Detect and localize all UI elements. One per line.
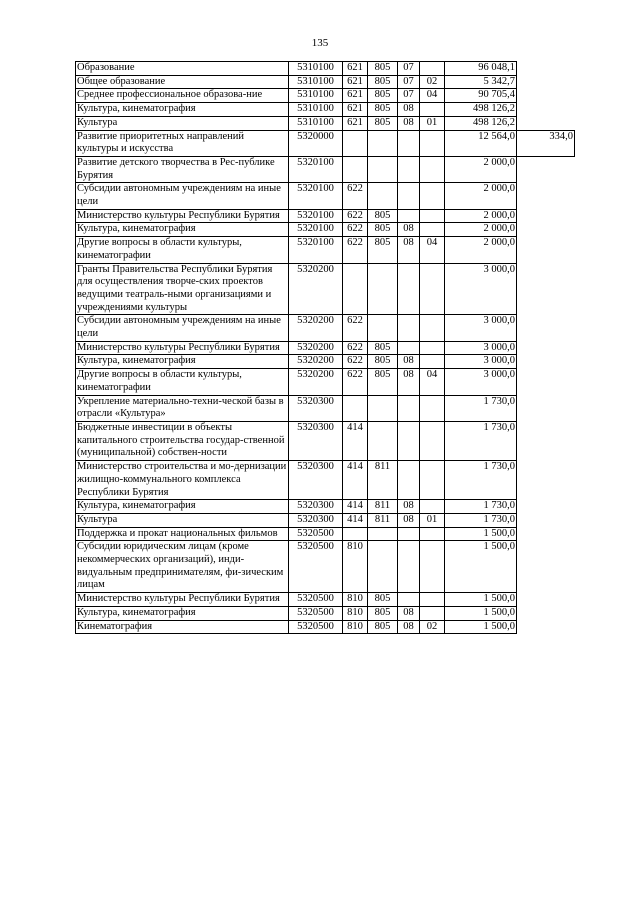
target-code-cell: 5320100	[289, 237, 343, 263]
section-code-cell: 08	[398, 513, 420, 527]
target-code-cell: 5320500	[289, 541, 343, 593]
amount-cell: 1 730,0	[445, 500, 517, 514]
row-name-cell: Укрепление материально-техни-ческой базы в отрасли «Культура»	[76, 395, 289, 421]
subsection-code-cell	[420, 500, 445, 514]
amount-cell: 498 126,2	[445, 103, 517, 117]
ministry-code-cell: 811	[368, 513, 398, 527]
ministry-code-cell	[368, 263, 398, 315]
section-code-cell	[398, 209, 420, 223]
expense-type-cell: 621	[343, 62, 368, 76]
section-code-cell: 08	[398, 606, 420, 620]
target-code-cell: 5320500	[289, 620, 343, 634]
row-name-cell: Культура, кинематография	[76, 223, 289, 237]
row-name-cell: Развитие приоритетных направлений культуры и искусства	[76, 130, 289, 156]
subsection-code-cell: 04	[420, 89, 445, 103]
table-row	[76, 75, 575, 89]
amount-cell: 1 730,0	[445, 421, 517, 460]
ministry-code-cell: 805	[368, 75, 398, 89]
table-row	[76, 130, 575, 156]
ministry-code-cell: 805	[368, 62, 398, 76]
extra-amount-cell	[517, 62, 575, 76]
extra-amount-cell	[517, 421, 575, 460]
subsection-code-cell	[420, 527, 445, 541]
amount-cell: 3 000,0	[445, 369, 517, 395]
expense-type-cell: 810	[343, 620, 368, 634]
expense-type-cell: 622	[343, 369, 368, 395]
ministry-code-cell: 805	[368, 606, 398, 620]
target-code-cell: 5320300	[289, 421, 343, 460]
subsection-code-cell	[420, 62, 445, 76]
subsection-code-cell	[420, 103, 445, 117]
target-code-cell: 5320200	[289, 341, 343, 355]
extra-amount-cell	[517, 223, 575, 237]
amount-cell: 96 048,1	[445, 62, 517, 76]
section-code-cell	[398, 130, 420, 156]
ministry-code-cell: 805	[368, 209, 398, 223]
row-name-cell: Бюджетные инвестиции в объекты капитального строительства государ-ственной (муниципальной) собствен-ности	[76, 421, 289, 460]
section-code-cell	[398, 461, 420, 500]
table-row	[76, 183, 575, 209]
row-name-cell: Поддержка и прокат национальных фильмов	[76, 527, 289, 541]
section-code-cell	[398, 263, 420, 315]
budget-table	[75, 61, 575, 634]
subsection-code-cell	[420, 395, 445, 421]
extra-amount-cell	[517, 116, 575, 130]
amount-cell: 2 000,0	[445, 223, 517, 237]
ministry-code-cell	[368, 183, 398, 209]
amount-cell: 2 000,0	[445, 156, 517, 182]
subsection-code-cell	[420, 263, 445, 315]
expense-type-cell: 622	[343, 183, 368, 209]
extra-amount-cell	[517, 541, 575, 593]
section-code-cell: 07	[398, 75, 420, 89]
amount-cell: 1 500,0	[445, 541, 517, 593]
extra-amount-cell	[517, 355, 575, 369]
table-row	[76, 341, 575, 355]
table-row	[76, 527, 575, 541]
table-row	[76, 315, 575, 341]
row-name-cell: Развитие детского творчества в Рес-публике Бурятия	[76, 156, 289, 182]
row-name-cell: Культура, кинематография	[76, 355, 289, 369]
extra-amount-cell	[517, 395, 575, 421]
amount-cell: 3 000,0	[445, 315, 517, 341]
row-name-cell: Культура	[76, 116, 289, 130]
extra-amount-cell	[517, 341, 575, 355]
amount-cell: 2 000,0	[445, 183, 517, 209]
section-code-cell	[398, 183, 420, 209]
subsection-code-cell	[420, 156, 445, 182]
section-code-cell: 07	[398, 62, 420, 76]
expense-type-cell	[343, 130, 368, 156]
subsection-code-cell	[420, 341, 445, 355]
amount-cell: 1 730,0	[445, 395, 517, 421]
subsection-code-cell: 04	[420, 237, 445, 263]
target-code-cell: 5320500	[289, 593, 343, 607]
target-code-cell: 5320000	[289, 130, 343, 156]
amount-cell: 3 000,0	[445, 355, 517, 369]
table-row	[76, 156, 575, 182]
ministry-code-cell: 805	[368, 223, 398, 237]
table-row	[76, 62, 575, 76]
ministry-code-cell: 805	[368, 116, 398, 130]
row-name-cell: Министерство строительства и мо-дернизации жилищно-коммунального комплекса Республики Бурятия	[76, 461, 289, 500]
ministry-code-cell	[368, 527, 398, 541]
target-code-cell: 5320100	[289, 223, 343, 237]
expense-type-cell: 621	[343, 89, 368, 103]
subsection-code-cell	[420, 355, 445, 369]
expense-type-cell	[343, 263, 368, 315]
target-code-cell: 5310100	[289, 75, 343, 89]
amount-cell: 1 500,0	[445, 593, 517, 607]
table-row	[76, 541, 575, 593]
subsection-code-cell	[420, 183, 445, 209]
amount-cell: 2 000,0	[445, 237, 517, 263]
row-name-cell: Образование	[76, 62, 289, 76]
table-row	[76, 263, 575, 315]
extra-amount-cell	[517, 527, 575, 541]
ministry-code-cell: 811	[368, 461, 398, 500]
table-row	[76, 513, 575, 527]
target-code-cell: 5320100	[289, 183, 343, 209]
section-code-cell	[398, 315, 420, 341]
ministry-code-cell: 805	[368, 620, 398, 634]
target-code-cell: 5320200	[289, 369, 343, 395]
extra-amount-cell	[517, 156, 575, 182]
extra-amount-cell	[517, 606, 575, 620]
expense-type-cell: 621	[343, 103, 368, 117]
amount-cell: 3 000,0	[445, 341, 517, 355]
expense-type-cell: 621	[343, 75, 368, 89]
table-row	[76, 606, 575, 620]
target-code-cell: 5320300	[289, 500, 343, 514]
subsection-code-cell: 04	[420, 369, 445, 395]
extra-amount-cell: 334,0	[517, 130, 575, 156]
table-row	[76, 355, 575, 369]
page-number: 135	[311, 37, 329, 49]
subsection-code-cell: 02	[420, 620, 445, 634]
ministry-code-cell	[368, 541, 398, 593]
table-row	[76, 461, 575, 500]
extra-amount-cell	[517, 593, 575, 607]
ministry-code-cell	[368, 156, 398, 182]
extra-amount-cell	[517, 461, 575, 500]
amount-cell: 12 564,0	[445, 130, 517, 156]
amount-cell: 1 500,0	[445, 606, 517, 620]
ministry-code-cell: 805	[368, 355, 398, 369]
row-name-cell: Общее образование	[76, 75, 289, 89]
expense-type-cell: 414	[343, 461, 368, 500]
section-code-cell: 08	[398, 369, 420, 395]
table-row	[76, 209, 575, 223]
target-code-cell: 5320200	[289, 315, 343, 341]
expense-type-cell: 810	[343, 593, 368, 607]
section-code-cell: 08	[398, 103, 420, 117]
table-row	[76, 369, 575, 395]
target-code-cell: 5320200	[289, 355, 343, 369]
table-row	[76, 237, 575, 263]
target-code-cell: 5320100	[289, 156, 343, 182]
extra-amount-cell	[517, 513, 575, 527]
section-code-cell	[398, 421, 420, 460]
target-code-cell: 5310100	[289, 116, 343, 130]
row-name-cell: Среднее профессиональное образова-ние	[76, 89, 289, 103]
expense-type-cell: 622	[343, 209, 368, 223]
extra-amount-cell	[517, 620, 575, 634]
expense-type-cell: 414	[343, 421, 368, 460]
subsection-code-cell	[420, 461, 445, 500]
subsection-code-cell	[420, 606, 445, 620]
extra-amount-cell	[517, 237, 575, 263]
ministry-code-cell	[368, 130, 398, 156]
extra-amount-cell	[517, 103, 575, 117]
target-code-cell: 5320300	[289, 395, 343, 421]
row-name-cell: Субсидии автономным учреждениям на иные цели	[76, 183, 289, 209]
row-name-cell: Министерство культуры Республики Бурятия	[76, 209, 289, 223]
section-code-cell: 08	[398, 223, 420, 237]
subsection-code-cell: 02	[420, 75, 445, 89]
row-name-cell: Субсидии автономным учреждениям на иные цели	[76, 315, 289, 341]
target-code-cell: 5310100	[289, 89, 343, 103]
ministry-code-cell	[368, 315, 398, 341]
table-row	[76, 421, 575, 460]
row-name-cell: Культура, кинематография	[76, 103, 289, 117]
extra-amount-cell	[517, 89, 575, 103]
section-code-cell	[398, 527, 420, 541]
target-code-cell: 5320300	[289, 461, 343, 500]
expense-type-cell: 621	[343, 116, 368, 130]
table-row	[76, 620, 575, 634]
amount-cell: 5 342,7	[445, 75, 517, 89]
subsection-code-cell	[420, 209, 445, 223]
table-row	[76, 593, 575, 607]
target-code-cell: 5320300	[289, 513, 343, 527]
target-code-cell: 5320200	[289, 263, 343, 315]
section-code-cell	[398, 395, 420, 421]
expense-type-cell: 810	[343, 541, 368, 593]
row-name-cell: Другие вопросы в области культуры, кинематографии	[76, 369, 289, 395]
ministry-code-cell: 811	[368, 500, 398, 514]
extra-amount-cell	[517, 209, 575, 223]
expense-type-cell: 622	[343, 355, 368, 369]
extra-amount-cell	[517, 263, 575, 315]
expense-type-cell: 622	[343, 223, 368, 237]
target-code-cell: 5310100	[289, 62, 343, 76]
extra-amount-cell	[517, 315, 575, 341]
section-code-cell: 08	[398, 116, 420, 130]
amount-cell: 1 500,0	[445, 527, 517, 541]
row-name-cell: Гранты Правительства Республики Бурятия для осуществления творче-ских проектов ведущими театраль-ными организациями и учреждениями культуры	[76, 263, 289, 315]
budget-table-body	[76, 62, 575, 634]
subsection-code-cell	[420, 223, 445, 237]
section-code-cell: 08	[398, 355, 420, 369]
row-name-cell: Культура, кинематография	[76, 606, 289, 620]
section-code-cell: 08	[398, 620, 420, 634]
expense-type-cell: 414	[343, 500, 368, 514]
row-name-cell: Кинематография	[76, 620, 289, 634]
target-code-cell: 5320500	[289, 606, 343, 620]
row-name-cell: Культура, кинематография	[76, 500, 289, 514]
ministry-code-cell: 805	[368, 237, 398, 263]
section-code-cell: 07	[398, 89, 420, 103]
table-row	[76, 103, 575, 117]
expense-type-cell: 414	[343, 513, 368, 527]
ministry-code-cell: 805	[368, 89, 398, 103]
amount-cell: 2 000,0	[445, 209, 517, 223]
expense-type-cell	[343, 156, 368, 182]
row-name-cell: Министерство культуры Республики Бурятия	[76, 593, 289, 607]
expense-type-cell: 622	[343, 237, 368, 263]
ministry-code-cell	[368, 421, 398, 460]
subsection-code-cell: 01	[420, 513, 445, 527]
section-code-cell	[398, 593, 420, 607]
table-row	[76, 116, 575, 130]
ministry-code-cell: 805	[368, 369, 398, 395]
row-name-cell: Субсидии юридическим лицам (кроме некоммерческих организаций), инди-видуальным предпринимателям, фи-зическим лицам	[76, 541, 289, 593]
amount-cell: 498 126,2	[445, 116, 517, 130]
row-name-cell: Культура	[76, 513, 289, 527]
section-code-cell	[398, 156, 420, 182]
ministry-code-cell: 805	[368, 103, 398, 117]
row-name-cell: Другие вопросы в области культуры, кинематографии	[76, 237, 289, 263]
subsection-code-cell: 01	[420, 116, 445, 130]
row-name-cell: Министерство культуры Республики Бурятия	[76, 341, 289, 355]
expense-type-cell: 810	[343, 606, 368, 620]
table-row	[76, 89, 575, 103]
amount-cell: 3 000,0	[445, 263, 517, 315]
expense-type-cell: 622	[343, 341, 368, 355]
amount-cell: 1 730,0	[445, 513, 517, 527]
section-code-cell	[398, 341, 420, 355]
extra-amount-cell	[517, 500, 575, 514]
subsection-code-cell	[420, 130, 445, 156]
extra-amount-cell	[517, 75, 575, 89]
target-code-cell: 5320500	[289, 527, 343, 541]
expense-type-cell	[343, 395, 368, 421]
amount-cell: 90 705,4	[445, 89, 517, 103]
section-code-cell: 08	[398, 237, 420, 263]
extra-amount-cell	[517, 183, 575, 209]
table-row	[76, 500, 575, 514]
subsection-code-cell	[420, 593, 445, 607]
ministry-code-cell: 805	[368, 593, 398, 607]
amount-cell: 1 730,0	[445, 461, 517, 500]
section-code-cell: 08	[398, 500, 420, 514]
extra-amount-cell	[517, 369, 575, 395]
expense-type-cell	[343, 527, 368, 541]
ministry-code-cell	[368, 395, 398, 421]
subsection-code-cell	[420, 541, 445, 593]
table-row	[76, 395, 575, 421]
target-code-cell: 5320100	[289, 209, 343, 223]
subsection-code-cell	[420, 315, 445, 341]
expense-type-cell: 622	[343, 315, 368, 341]
subsection-code-cell	[420, 421, 445, 460]
ministry-code-cell: 805	[368, 341, 398, 355]
amount-cell: 1 500,0	[445, 620, 517, 634]
section-code-cell	[398, 541, 420, 593]
target-code-cell: 5310100	[289, 103, 343, 117]
table-row	[76, 223, 575, 237]
